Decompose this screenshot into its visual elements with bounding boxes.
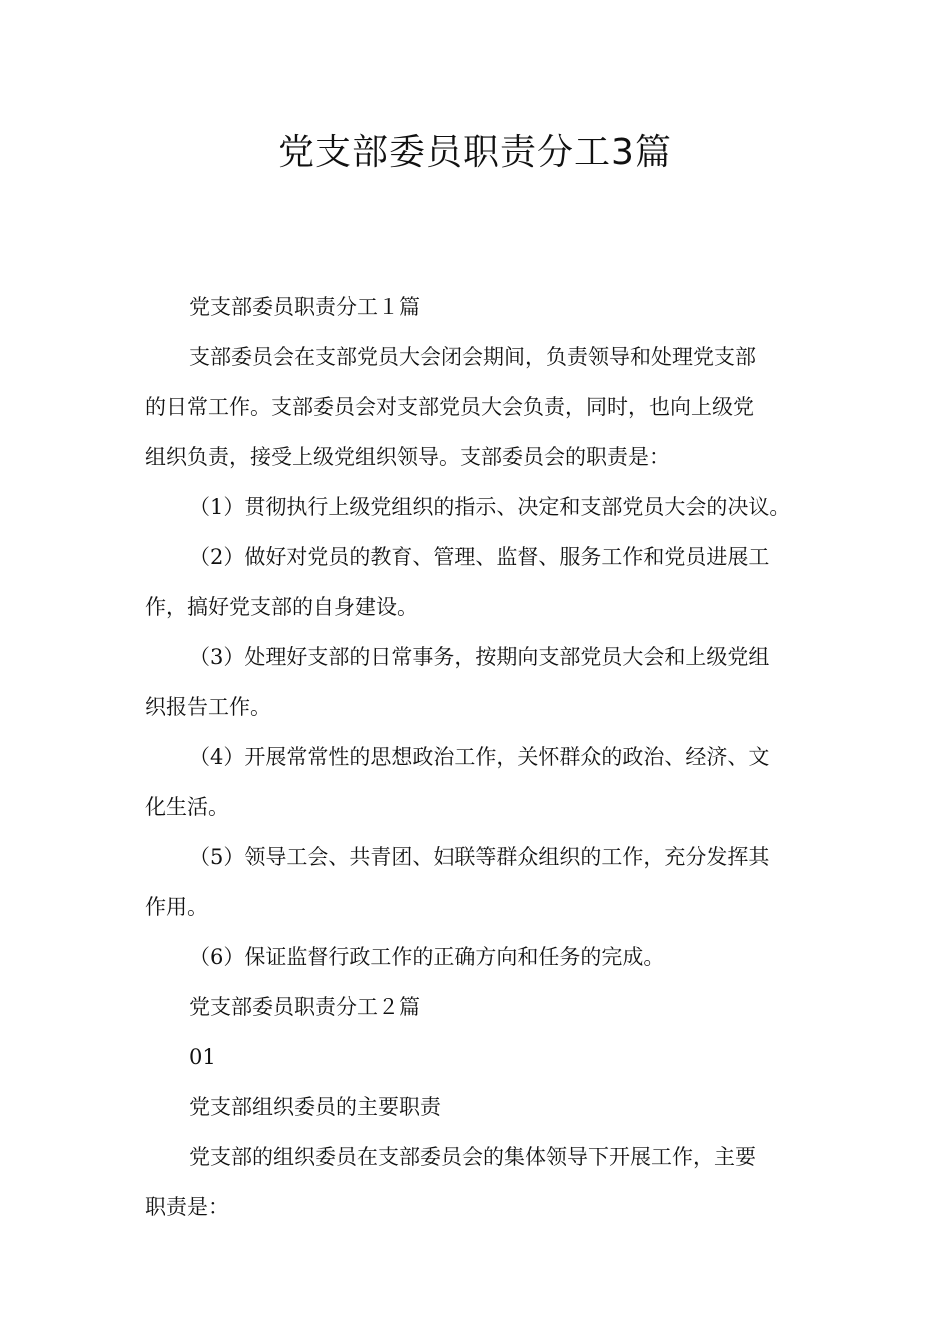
text-line: 组织负责，接受上级党组织领导。支部委员会的职责是： [145, 445, 670, 469]
text-line: 织报告工作。 [145, 695, 271, 719]
text-line: 化生活。 [145, 795, 229, 819]
paragraph-organization-duties [145, 1132, 817, 1232]
duty-item-5 [145, 832, 817, 932]
duty-item-4 [145, 732, 817, 832]
section-heading-1 [145, 282, 817, 332]
paragraph-intro [145, 332, 817, 482]
text-line: 职责是： [145, 1195, 229, 1219]
text-line: （5）领导工会、共青团、妇联等群众组织的工作，充分发挥其 [189, 845, 770, 869]
document-title: 党支部委员职责分工3篇 [278, 132, 672, 173]
text-line: 党支部委员职责分工１篇 [189, 295, 420, 319]
text-line: （3）处理好支部的日常事务，按期向支部党员大会和上级党组 [189, 645, 770, 669]
text-line: 党支部组织委员的主要职责 [189, 1095, 441, 1119]
text-line: 的日常工作。支部委员会对支部党员大会负责，同时，也向上级党 [145, 395, 754, 419]
section-number [145, 1032, 817, 1082]
text-line: 支部委员会在支部党员大会闭会期间，负责领导和处理党支部 [189, 345, 756, 369]
duty-item-6 [145, 932, 817, 982]
duty-item-3 [145, 632, 817, 732]
text-line: 党支部委员职责分工２篇 [189, 995, 420, 1019]
document-body [145, 282, 817, 1232]
text-line: 作用。 [145, 895, 208, 919]
text-line: （6）保证监督行政工作的正确方向和任务的完成。 [189, 945, 665, 969]
section-heading-2 [145, 982, 817, 1032]
text-line: 01 [189, 1045, 216, 1069]
text-line: （1）贯彻执行上级党组织的指示、决定和支部党员大会的决议。 [189, 495, 791, 519]
duty-item-2 [145, 532, 817, 632]
text-line: 党支部的组织委员在支部委员会的集体领导下开展工作，主要 [189, 1145, 756, 1169]
text-line: （4）开展常常性的思想政治工作，关怀群众的政治、经济、文 [189, 745, 770, 769]
text-line: 作，搞好党支部的自身建设。 [145, 595, 418, 619]
duty-item-1 [145, 482, 817, 532]
subsection-heading [145, 1082, 817, 1132]
text-line: （2）做好对党员的教育、管理、监督、服务工作和党员进展工 [189, 545, 770, 569]
